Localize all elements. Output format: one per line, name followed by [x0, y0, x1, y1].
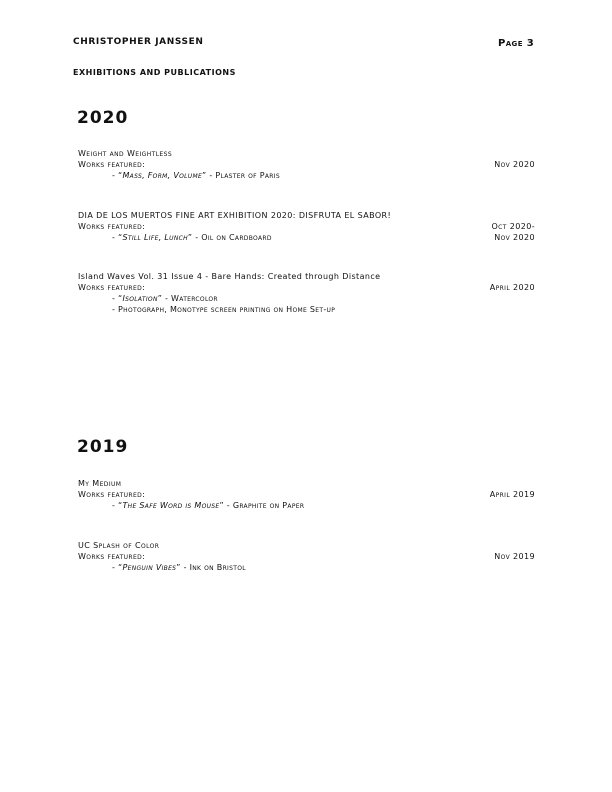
- work-item: - “Mass, Form, Volume” - Plaster of Paris: [112, 171, 280, 180]
- works-featured-label: Works featured:: [78, 222, 146, 231]
- work-item: - “Penguin Vibes” - Ink on Bristol: [112, 563, 246, 572]
- entry-title: Weight and Weightless: [78, 149, 173, 158]
- year-heading-2019: 2019: [77, 437, 129, 457]
- entry-my-medium: [78, 478, 535, 511]
- work-item: - “Still Life, Lunch” - Oil on Cardboard: [112, 233, 272, 242]
- entry-date-end: Nov 2020: [494, 233, 535, 242]
- work-title: Mass, Form, Volume: [122, 171, 203, 180]
- work-item: - “The Safe Word is Mouse” - Graphite on Paper: [112, 501, 305, 510]
- year-heading-2020: 2020: [77, 108, 129, 128]
- entry-date: Nov 2019: [494, 552, 535, 561]
- entry-dia-de-los-muertos: [78, 210, 535, 243]
- entry-weight-and-weightless: [78, 148, 535, 181]
- entry-island-waves: [78, 271, 535, 315]
- works-featured-label: Works featured:: [78, 283, 146, 292]
- work-title: Still Life, Lunch: [122, 233, 188, 242]
- work-title: Penguin Vibes: [122, 563, 177, 572]
- entry-date: Oct 2020-: [491, 222, 535, 231]
- entry-title: UC Splash of Color: [78, 541, 160, 550]
- entry-title: Island Waves Vol. 31 Issue 4 - Bare Hands: Created through Distance: [78, 272, 381, 281]
- entry-date: Nov 2020: [494, 160, 535, 169]
- entry-date: April 2019: [489, 490, 535, 499]
- works-featured-label: Works featured:: [78, 490, 146, 499]
- section-heading: EXHIBITIONS AND PUBLICATIONS: [73, 68, 236, 77]
- work-title: The Safe Word is Mouse: [122, 501, 220, 510]
- entry-title: My Medium: [78, 479, 122, 488]
- work-item: - Photograph, Monotype screen printing on Home Set-up: [112, 305, 336, 314]
- work-title: Isolation: [122, 294, 158, 303]
- works-featured-label: Works featured:: [78, 160, 146, 169]
- work-item: - “Isolation” - Watercolor: [112, 294, 218, 303]
- works-featured-label: Works featured:: [78, 552, 146, 561]
- entry-uc-splash-of-color: [78, 540, 535, 573]
- entry-date: April 2020: [489, 283, 535, 292]
- entry-title: DIA DE LOS MUERTOS FINE ART EXHIBITION 2020: DISFRUTA EL SABOR!: [78, 211, 392, 220]
- author-name: CHRISTOPHER JANSSEN: [73, 37, 204, 47]
- page-number: Page 3: [498, 38, 535, 49]
